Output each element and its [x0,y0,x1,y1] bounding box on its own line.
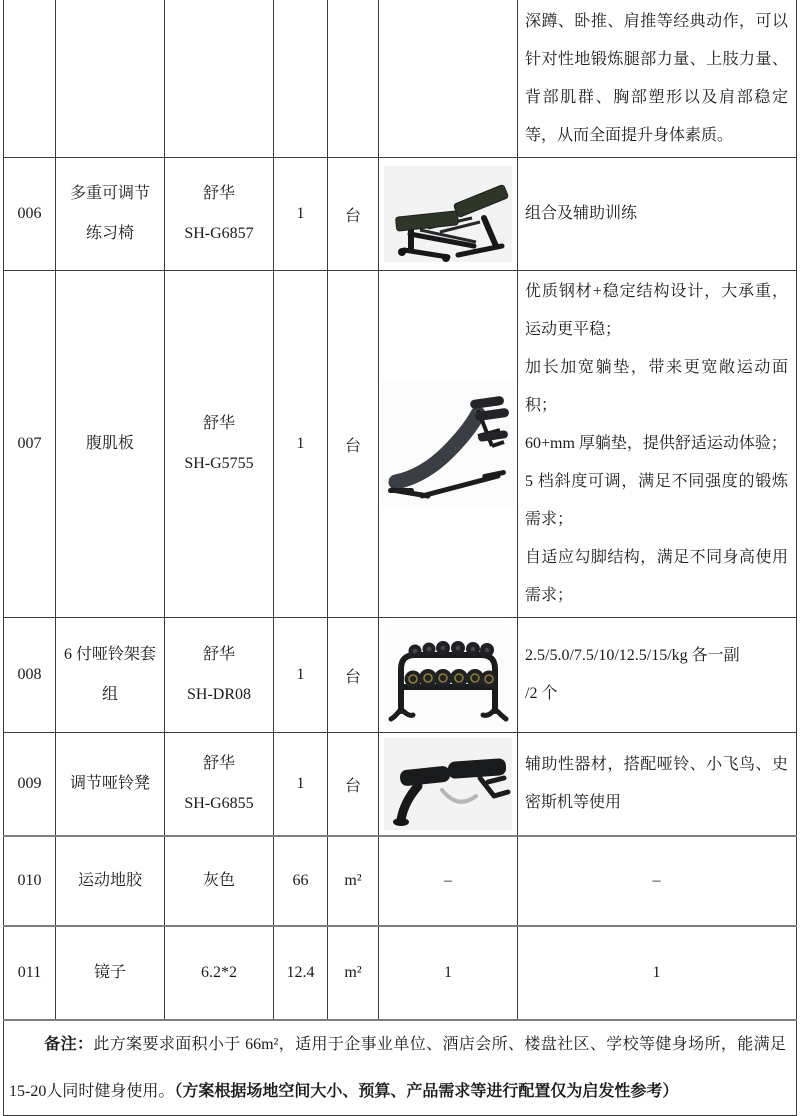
description-text: 加长加宽躺垫，带来更宽敞运动面积； [525,359,788,414]
row-id-text: 006 [17,205,42,222]
product-name-line: 运动地胶 [77,872,142,889]
unit-cell: m² [328,836,379,926]
product-image-cell: – [379,836,518,926]
description-cell [518,618,797,733]
product-image-cell [379,271,518,618]
row-id [4,618,56,733]
row-id-text: 007 [17,435,42,452]
description-cell [518,0,797,158]
empty-cell [56,0,165,158]
product-name-cell [56,618,165,733]
brand-line: 舒华 [202,646,235,663]
description-cell [518,733,797,837]
brand-model-cell [165,271,274,618]
size-spec-line: 6.2*2 [201,964,237,981]
unit-cell: 台 [328,271,379,618]
product-image-cell [379,733,518,837]
description-text: /2 个 [525,685,558,702]
row-id-text: 010 [17,872,42,889]
description-text: 辅助性器材，搭配哑铃、小飞鸟、史密斯机等使用 [525,756,788,811]
brand-model-cell [165,926,274,1020]
row-id [4,836,56,926]
product-name-line: 调节哑铃凳 [69,775,150,792]
quantity-cell: 12.4 [274,926,328,1020]
product-name-line: 6 付哑铃架套 [63,646,156,663]
empty-cell [274,0,328,158]
description-text: 2.5/5.0/7.5/10/12.5/15/kg 各一副 [525,647,740,664]
quantity-cell: 1 [274,158,328,271]
description-cell: – [518,836,797,926]
empty-cell [379,0,518,158]
brand-line: 舒华 [202,755,235,772]
row-id [4,158,56,271]
equipment-spec-table [3,0,797,1116]
unit-cell: 台 [328,733,379,837]
product-name-line: 腹肌板 [85,435,134,452]
table-row [4,618,797,733]
row-id [4,926,56,1020]
brand-model-cell [165,618,274,733]
unit-cell: 台 [328,158,379,271]
product-name-line: 组 [101,686,118,703]
adjustable-bench-image [384,166,512,262]
quantity-cell: 1 [274,271,328,618]
description-cell [518,158,797,271]
model-line: SH-G6857 [184,225,254,242]
product-image-cell: 1 [379,926,518,1020]
brand-model-cell [165,733,274,837]
table-row [4,836,797,926]
description-text: 深蹲、卧推、肩推等经典动作，可以针对性地锻炼腿部力量、上肢力量、背部肌群、胸部塑形以及肩部稳定等，从而全面提升身体素质。 [525,12,788,144]
row-id [4,271,56,618]
quantity-cell: 1 [274,618,328,733]
table-row [4,158,797,271]
product-name-cell [56,836,165,926]
product-name-line: 镜子 [93,964,126,981]
description-cell [518,271,797,618]
table-row-continuation [4,0,797,158]
dumbbell-rack-image [385,623,511,727]
model-line: SH-DR08 [186,686,251,703]
description-text: 60+mm 厚躺垫，提供舒适运动体验； [525,435,787,452]
product-name-cell [56,926,165,1020]
table-row [4,733,797,837]
product-image-cell [379,618,518,733]
note-cell [4,1020,797,1116]
brand-model-cell [165,158,274,271]
brand-line: 舒华 [202,185,235,202]
note-bold-tail: （方案根据场地空间大小、预算、产品需求等进行配置仅为启发性参考） [174,1083,679,1100]
situp-board-image [382,380,514,508]
table-row [4,926,797,1020]
product-name-line: 练习椅 [85,225,134,242]
description-text: 自适应勾脚结构，满足不同身高使用需求； [525,549,788,604]
product-name-cell [56,158,165,271]
quantity-cell: 1 [274,733,328,837]
row-id [4,733,56,837]
row-id-text: 008 [17,666,42,683]
note-text [9,1021,786,1115]
empty-cell [328,0,379,158]
model-line: SH-G5755 [184,455,254,472]
unit-cell: m² [328,926,379,1020]
note-body: 此方案要求面积小于 66m²，适用于企事业单位、酒店会所、楼盘社区、学校等健身场所，能满足 15-20人同时健身使用。 [9,1036,786,1100]
description-text: 组合及辅助训练 [525,205,638,222]
product-image-cell [379,158,518,271]
empty-cell [165,0,274,158]
model-line: SH-G6855 [184,795,254,812]
note-label: 备注： [44,1036,94,1053]
color-spec-line: 灰色 [202,872,235,889]
table-row-note [4,1020,797,1116]
quantity-cell: 66 [274,836,328,926]
description-text: 5 档斜度可调，满足不同强度的锻炼需求； [525,473,788,528]
unit-cell: 台 [328,618,379,733]
description-text: 优质钢材+稳定结构设计，大承重，运动更平稳； [525,283,788,338]
description-cell: 1 [518,926,797,1020]
product-name-cell [56,733,165,837]
brand-line: 舒华 [202,415,235,432]
empty-cell [4,0,56,158]
product-name-cell [56,271,165,618]
row-id-text: 009 [17,775,42,792]
product-name-line: 多重可调节 [69,185,150,202]
flat-dumbbell-bench-image [384,738,512,830]
brand-model-cell [165,836,274,926]
row-id-text: 011 [17,964,42,981]
table-row [4,271,797,618]
